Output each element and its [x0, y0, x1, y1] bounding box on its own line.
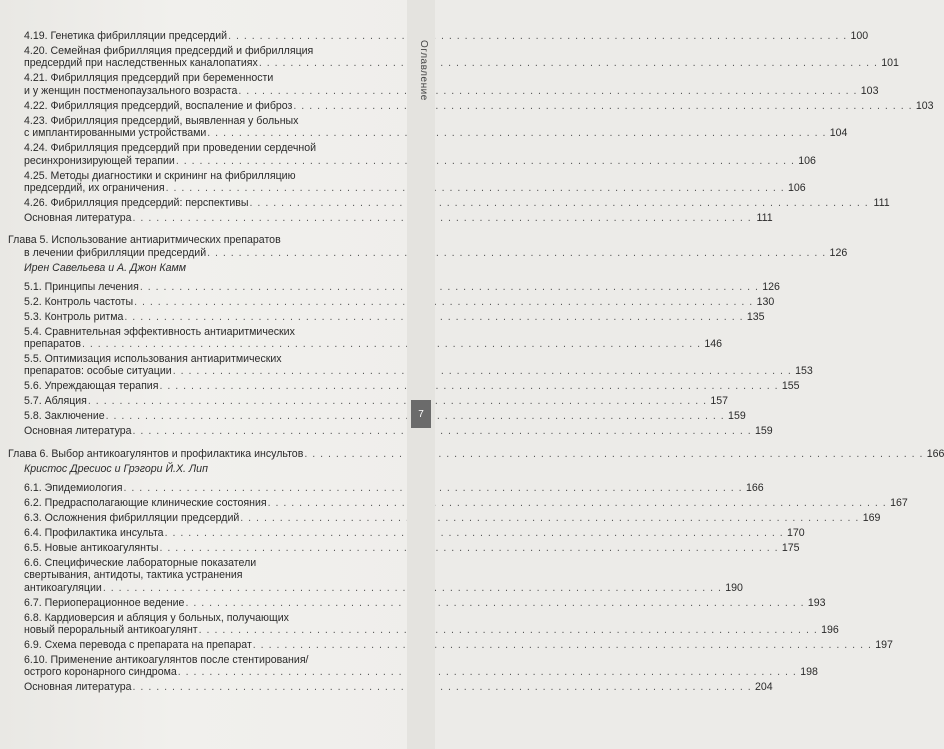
toc-page-number: 169	[862, 511, 881, 524]
leader-dots	[173, 365, 792, 377]
toc-entry	[8, 481, 764, 494]
toc-page-number: 126	[762, 280, 780, 293]
toc-entry	[8, 197, 890, 210]
toc-entry-text: Глава 5. Использование антиаритмических препаратов	[8, 234, 281, 247]
leader-dots	[140, 281, 759, 293]
toc-entry	[8, 395, 729, 408]
toc-entry-text: 4.21. Фибрилляция предсердий при беременности	[24, 72, 274, 85]
toc-page-number: 166	[745, 481, 764, 494]
toc-page-number: 101	[881, 57, 899, 70]
toc-entry-text: острого коронарного синдрома	[24, 666, 177, 679]
toc-page-number: 106	[798, 154, 816, 167]
toc-entry-text: 4.25. Методы диагностики и скрининг на фибрилляцию	[24, 169, 296, 182]
toc-entry	[8, 169, 806, 195]
toc-entry-text: 4.22. Фибрилляция предсердий, воспаление и фиброз	[24, 99, 293, 112]
toc-entry	[8, 425, 773, 438]
toc-entry-text: 6.2. Предрасполагающие клинические состояния	[24, 496, 267, 509]
toc-entry	[8, 511, 881, 524]
leader-dots	[199, 624, 818, 636]
toc-entry	[8, 280, 780, 293]
toc-entry-text: 6.5. Новые антикоагулянты	[24, 541, 159, 554]
leader-dots	[304, 448, 923, 460]
toc-entry-text: 5.3. Контроль ритма	[24, 310, 124, 323]
toc-entry	[8, 410, 746, 423]
toc-author	[8, 262, 404, 274]
toc-entry	[8, 681, 773, 694]
toc-page-number: 111	[873, 197, 890, 210]
leader-dots	[176, 155, 795, 167]
toc-entry-text: препаратов: особые ситуации	[24, 365, 172, 378]
toc-entry-text: и у женщин постменопаузального возраста	[24, 84, 238, 97]
leader-dots	[207, 247, 826, 259]
toc-page-number: 104	[829, 127, 848, 140]
toc-entry-text: 6.4. Профилактика инсульта	[24, 526, 164, 539]
toc-entry-text: 6.7. Периоперационное ведение	[24, 596, 185, 609]
toc-entry	[8, 30, 869, 42]
toc-entry-text: Основная литература	[24, 681, 132, 694]
toc-entry-text: 6.9. Схема перевода с препарата на препарат	[24, 638, 252, 651]
leader-dots	[166, 182, 785, 194]
toc-entry	[8, 45, 899, 70]
toc-chapter	[8, 447, 944, 460]
toc-page-number: 193	[807, 596, 826, 609]
toc-entry-text: свертывания, антидоты, тактика устранения	[24, 569, 243, 582]
toc-entry	[8, 72, 879, 97]
toc-page-number: 146	[704, 338, 723, 351]
leader-dots	[259, 57, 878, 69]
toc-entry-text: с имплантированными устройствами	[24, 127, 207, 140]
leader-dots	[250, 197, 869, 209]
leader-dots	[159, 380, 778, 392]
toc-entry-text: предсердий, их ограничения	[24, 182, 165, 195]
toc-entry-text: антикоагуляции	[24, 581, 102, 594]
toc-entry-text: Основная литература	[24, 212, 132, 225]
toc-page-number: 135	[746, 310, 765, 323]
toc-entry-text: 6.1. Эпидемиология	[24, 481, 123, 494]
leader-dots	[134, 296, 753, 308]
toc-page-number: 198	[800, 666, 818, 679]
toc-entry	[8, 295, 775, 308]
toc-entry-text: 4.20. Семейная фибрилляция предсердий и фибрилляция	[24, 45, 314, 57]
toc-entry-text: ресинхронизирующей терапии	[24, 154, 175, 167]
toc-entry-text: Глава 6. Выбор антикоагулянтов и профилактика инсультов	[8, 447, 304, 460]
toc-entry	[8, 310, 765, 323]
leader-dots	[133, 425, 752, 437]
toc-page-number: 153	[795, 365, 813, 378]
toc-entry-text: 4.24. Фибрилляция предсердий при проведении сердечной	[24, 142, 316, 155]
toc-entry	[8, 653, 818, 679]
toc-page-number: 100	[850, 30, 869, 42]
toc-page-number: 204	[754, 681, 773, 694]
toc-entry-text: 5.1. Принципы лечения	[24, 280, 139, 293]
toc-entry-text: в лечении фибрилляции предсердий	[24, 246, 207, 259]
leader-dots	[293, 100, 912, 112]
toc-entry-text: 6.6. Специфические лабораторные показатели	[24, 556, 257, 569]
toc-entry	[8, 212, 773, 225]
toc-page-number: 166	[926, 447, 944, 460]
toc-entry	[8, 99, 934, 112]
section-tab-label: Оглавление	[418, 40, 429, 101]
toc-page-number: 167	[890, 496, 908, 509]
toc-page-number: 111	[756, 212, 773, 225]
leader-dots	[240, 512, 859, 524]
toc-entry-text: 5.5. Оптимизация использования антиаритмических	[24, 353, 282, 366]
leader-dots	[133, 212, 752, 224]
leader-dots	[159, 542, 778, 554]
toc-entry	[8, 380, 800, 393]
toc-page-number: 197	[875, 638, 893, 651]
toc-entry	[8, 556, 743, 594]
toc-page-number: 155	[781, 380, 800, 393]
toc-page-number: 175	[781, 541, 800, 554]
toc-entry	[8, 142, 816, 167]
toc-chapter	[8, 234, 848, 259]
toc-page-number: 159	[728, 410, 746, 423]
toc-entry-text: 5.4. Сравнительная эффективность антиаритмических	[24, 325, 295, 338]
toc-entry-text: 6.8. Кардиоверсия и абляция у больных, получающих	[24, 611, 289, 624]
toc-entry	[8, 541, 800, 554]
toc-page-number: 106	[788, 182, 806, 195]
toc-page-number: 130	[756, 295, 775, 308]
leader-dots	[82, 338, 701, 350]
toc-entry-text: 4.23. Фибрилляция предсердий, выявленная у больных	[24, 114, 299, 127]
leader-dots	[185, 597, 804, 609]
toc-page-number: 170	[787, 526, 805, 539]
leader-dots	[268, 497, 887, 509]
toc-entry	[8, 526, 805, 539]
toc-entry-text: 6.10. Применение антикоагулянтов после стентирования/	[24, 653, 309, 666]
leader-dots	[178, 666, 797, 678]
toc-entry-text: 4.19. Генетика фибрилляции предсердий	[24, 30, 228, 42]
toc-entry	[8, 596, 826, 609]
leader-dots	[207, 127, 826, 139]
leader-dots	[165, 527, 784, 539]
toc-entry	[8, 325, 723, 351]
leader-dots	[228, 30, 847, 42]
leader-dots	[133, 681, 752, 693]
toc-entry	[8, 638, 893, 651]
leader-dots	[88, 395, 707, 407]
toc-entry-text: Ирен Савельева и А. Джон Камм	[24, 262, 187, 275]
toc-entry-text: 5.6. Упреждающая терапия	[24, 380, 159, 393]
toc-entry	[8, 496, 908, 509]
toc-page-number: 126	[829, 246, 848, 259]
toc-entry-text: 4.26. Фибрилляция предсердий: перспективы	[24, 197, 249, 210]
toc-entry-text: 5.7. Абляция	[24, 395, 87, 408]
toc-entry-text: Кристос Дресиос и Грэгори Й.Х. Лип	[24, 463, 208, 476]
toc-page-number: 103	[915, 99, 934, 112]
toc-entry-text: Основная литература	[24, 425, 132, 438]
toc-entry-text: препаратов	[24, 338, 81, 351]
side-margin	[407, 0, 435, 749]
toc-page-number: 196	[821, 623, 839, 636]
toc-entry-text: новый пероральный антикоагулянт	[24, 623, 198, 636]
leader-dots	[253, 639, 872, 651]
toc-entry	[8, 114, 848, 140]
leader-dots	[238, 85, 857, 97]
toc-page-number: 157	[710, 395, 729, 408]
toc-author	[8, 463, 404, 475]
toc-entry-text: 5.2. Контроль частоты	[24, 295, 134, 308]
toc-entry-text: 5.8. Заключение	[24, 410, 105, 423]
toc-entry	[8, 611, 839, 637]
toc-entry	[8, 353, 813, 378]
toc-entry-text: 6.3. Осложнения фибрилляции предсердий	[24, 511, 240, 524]
toc-page-number: 159	[754, 425, 773, 438]
toc-entry-text: предсердий при наследственных каналопатиях	[24, 57, 258, 70]
page-number-badge: 7	[411, 400, 431, 428]
toc-page-number: 190	[725, 581, 743, 594]
toc-page-number: 103	[860, 84, 879, 97]
